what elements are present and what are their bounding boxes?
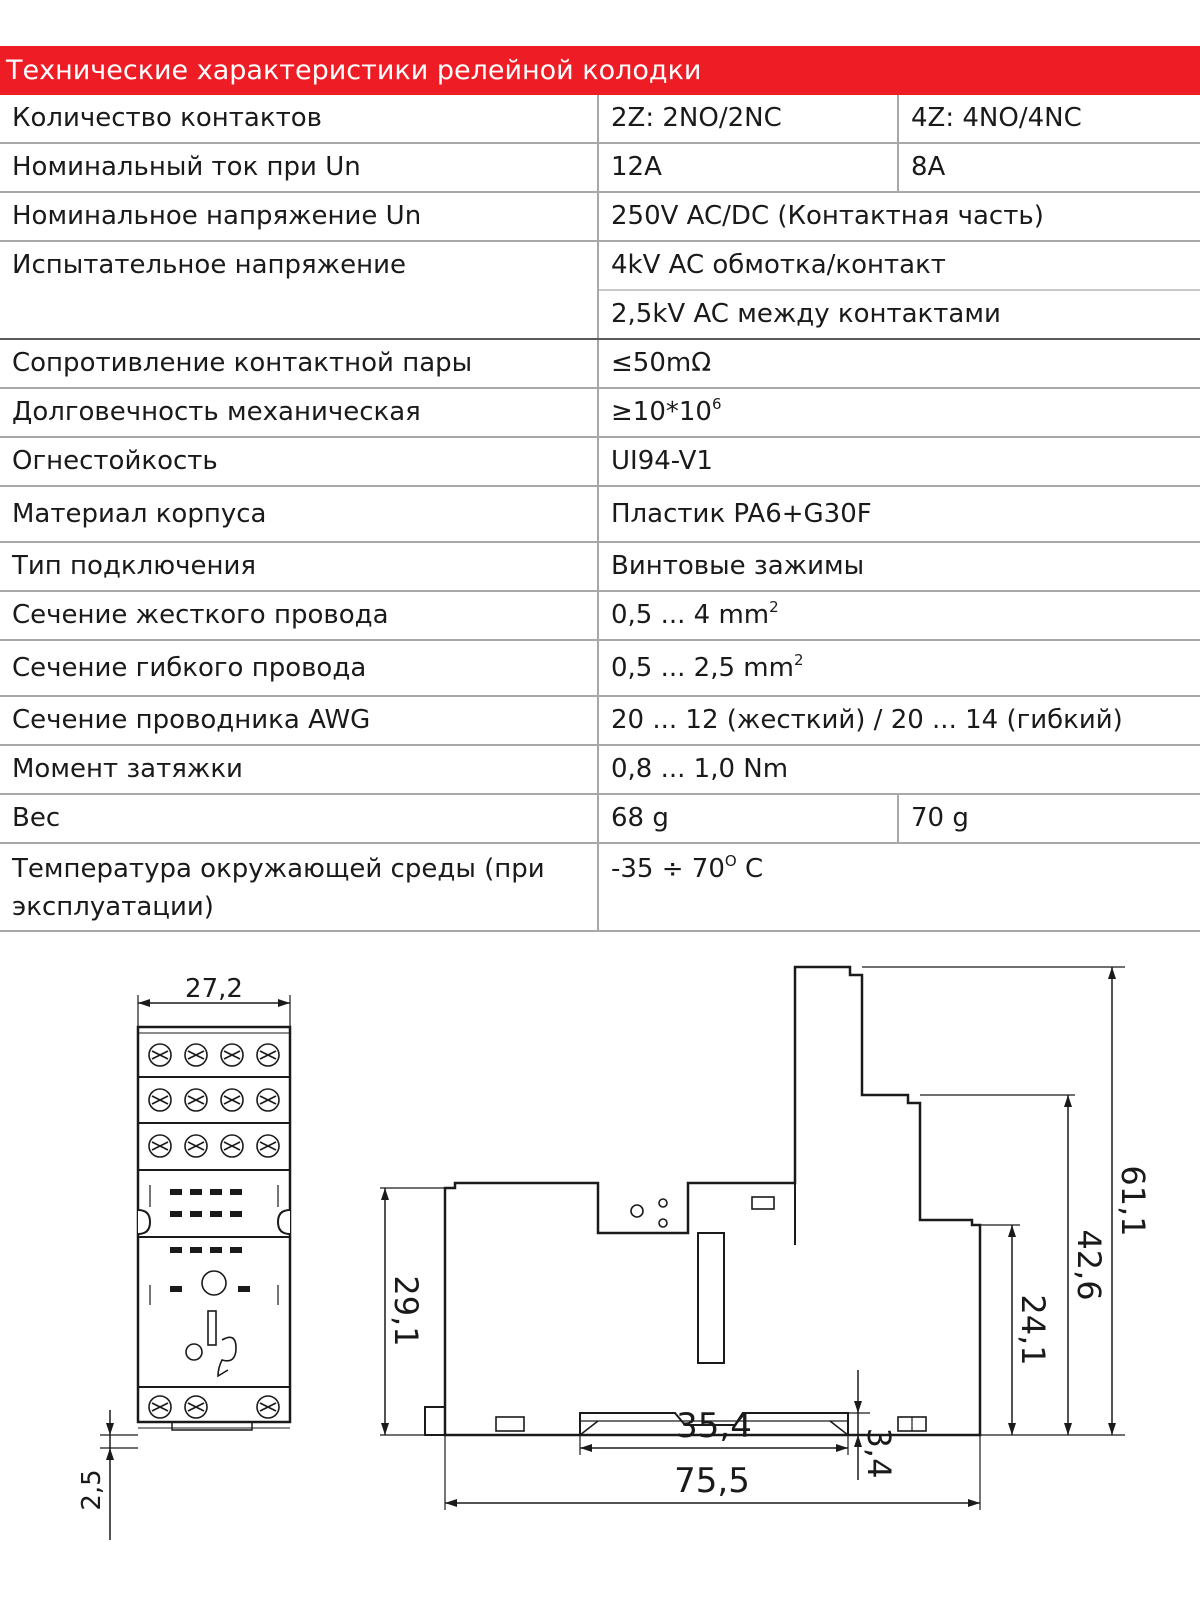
row-value: 12A <box>598 143 898 192</box>
table-row <box>0 388 1200 437</box>
row-label: Сечение гибкого провода <box>0 640 598 696</box>
table-row <box>0 591 1200 640</box>
row-label: Вес <box>0 794 598 843</box>
row-value: 8A <box>898 143 1200 192</box>
table-row <box>0 486 1200 542</box>
row-label: Количество контактов <box>0 95 598 143</box>
table-row <box>0 143 1200 192</box>
table-row <box>0 437 1200 486</box>
table-row <box>0 696 1200 745</box>
table-row <box>0 794 1200 843</box>
row-label: Сопротивление контактной пары <box>0 339 598 388</box>
row-value: 4Z: 4NO/4NC <box>898 95 1200 143</box>
row-label: Тип подключения <box>0 542 598 591</box>
row-label: Сечение проводника AWG <box>0 696 598 745</box>
table-row <box>0 843 1200 931</box>
drawings-svg <box>0 955 1200 1600</box>
table-row <box>0 241 1200 290</box>
table-row <box>0 640 1200 696</box>
table-row <box>0 192 1200 241</box>
row-value: UI94-V1 <box>598 437 1200 486</box>
table-row <box>0 95 1200 143</box>
dim-label-61: 61,1 <box>1114 1165 1152 1237</box>
row-value: $-35 \div 70^O$ C <box>598 843 1200 931</box>
table-row <box>0 339 1200 388</box>
dim-label-29: 29,1 <box>387 1275 425 1347</box>
row-value: 4kV AC обмотка/контакт <box>598 241 1200 290</box>
dim-label-24: 24,1 <box>1014 1294 1052 1366</box>
dim-label-offset: 2,5 <box>77 1469 107 1511</box>
row-value: 20 ... 12 (жесткий) / 20 ... 14 (гибкий) <box>598 696 1200 745</box>
row-value: 2Z: 2NO/2NC <box>598 95 898 143</box>
row-label: Номинальный ток при Un <box>0 143 598 192</box>
dimension-drawings <box>0 955 1200 1600</box>
row-value: 70 g <box>898 794 1200 843</box>
row-value: Пластик PA6+G30F <box>598 486 1200 542</box>
row-value: 250V AC/DC (Контактная часть) <box>598 192 1200 241</box>
row-label: Сечение жесткого провода <box>0 591 598 640</box>
row-label: Испытательное напряжение <box>0 241 598 339</box>
row-label: Температура окружающей среды (при эксплуатации) <box>0 843 598 931</box>
section-title: Технические характеристики релейной колодки <box>0 46 1200 95</box>
row-value: $\ge 10*10^6$ <box>598 388 1200 437</box>
dim-label-width: 27,2 <box>185 974 243 1004</box>
dim-label-42: 42,6 <box>1070 1229 1108 1301</box>
row-value: 68 g <box>598 794 898 843</box>
row-value: 0,8 ... 1,0 Nm <box>598 745 1200 794</box>
row-label: Долговечность механическая <box>0 388 598 437</box>
row-value: Винтовые зажимы <box>598 542 1200 591</box>
dim-label-3: 3,4 <box>860 1427 898 1479</box>
row-label: Огнестойкость <box>0 437 598 486</box>
row-value: 0,5 ... 2,5 $mm^2$ <box>598 640 1200 696</box>
dim-label-35: 35,4 <box>676 1406 752 1446</box>
row-value: 0,5 ... 4 $mm^2$ <box>598 591 1200 640</box>
front-view-drawing <box>100 995 290 1540</box>
side-view-drawing <box>380 967 1125 1510</box>
table-row <box>0 745 1200 794</box>
row-label: Момент затяжки <box>0 745 598 794</box>
dim-label-75: 75,5 <box>674 1461 750 1501</box>
table-row <box>0 542 1200 591</box>
row-label: Номинальное напряжение Un <box>0 192 598 241</box>
row-value: 2,5kV AC между контактами <box>598 290 1200 339</box>
specs-table <box>0 95 1200 932</box>
row-label: Материал корпуса <box>0 486 598 542</box>
row-value: ≤50mΩ <box>598 339 1200 388</box>
